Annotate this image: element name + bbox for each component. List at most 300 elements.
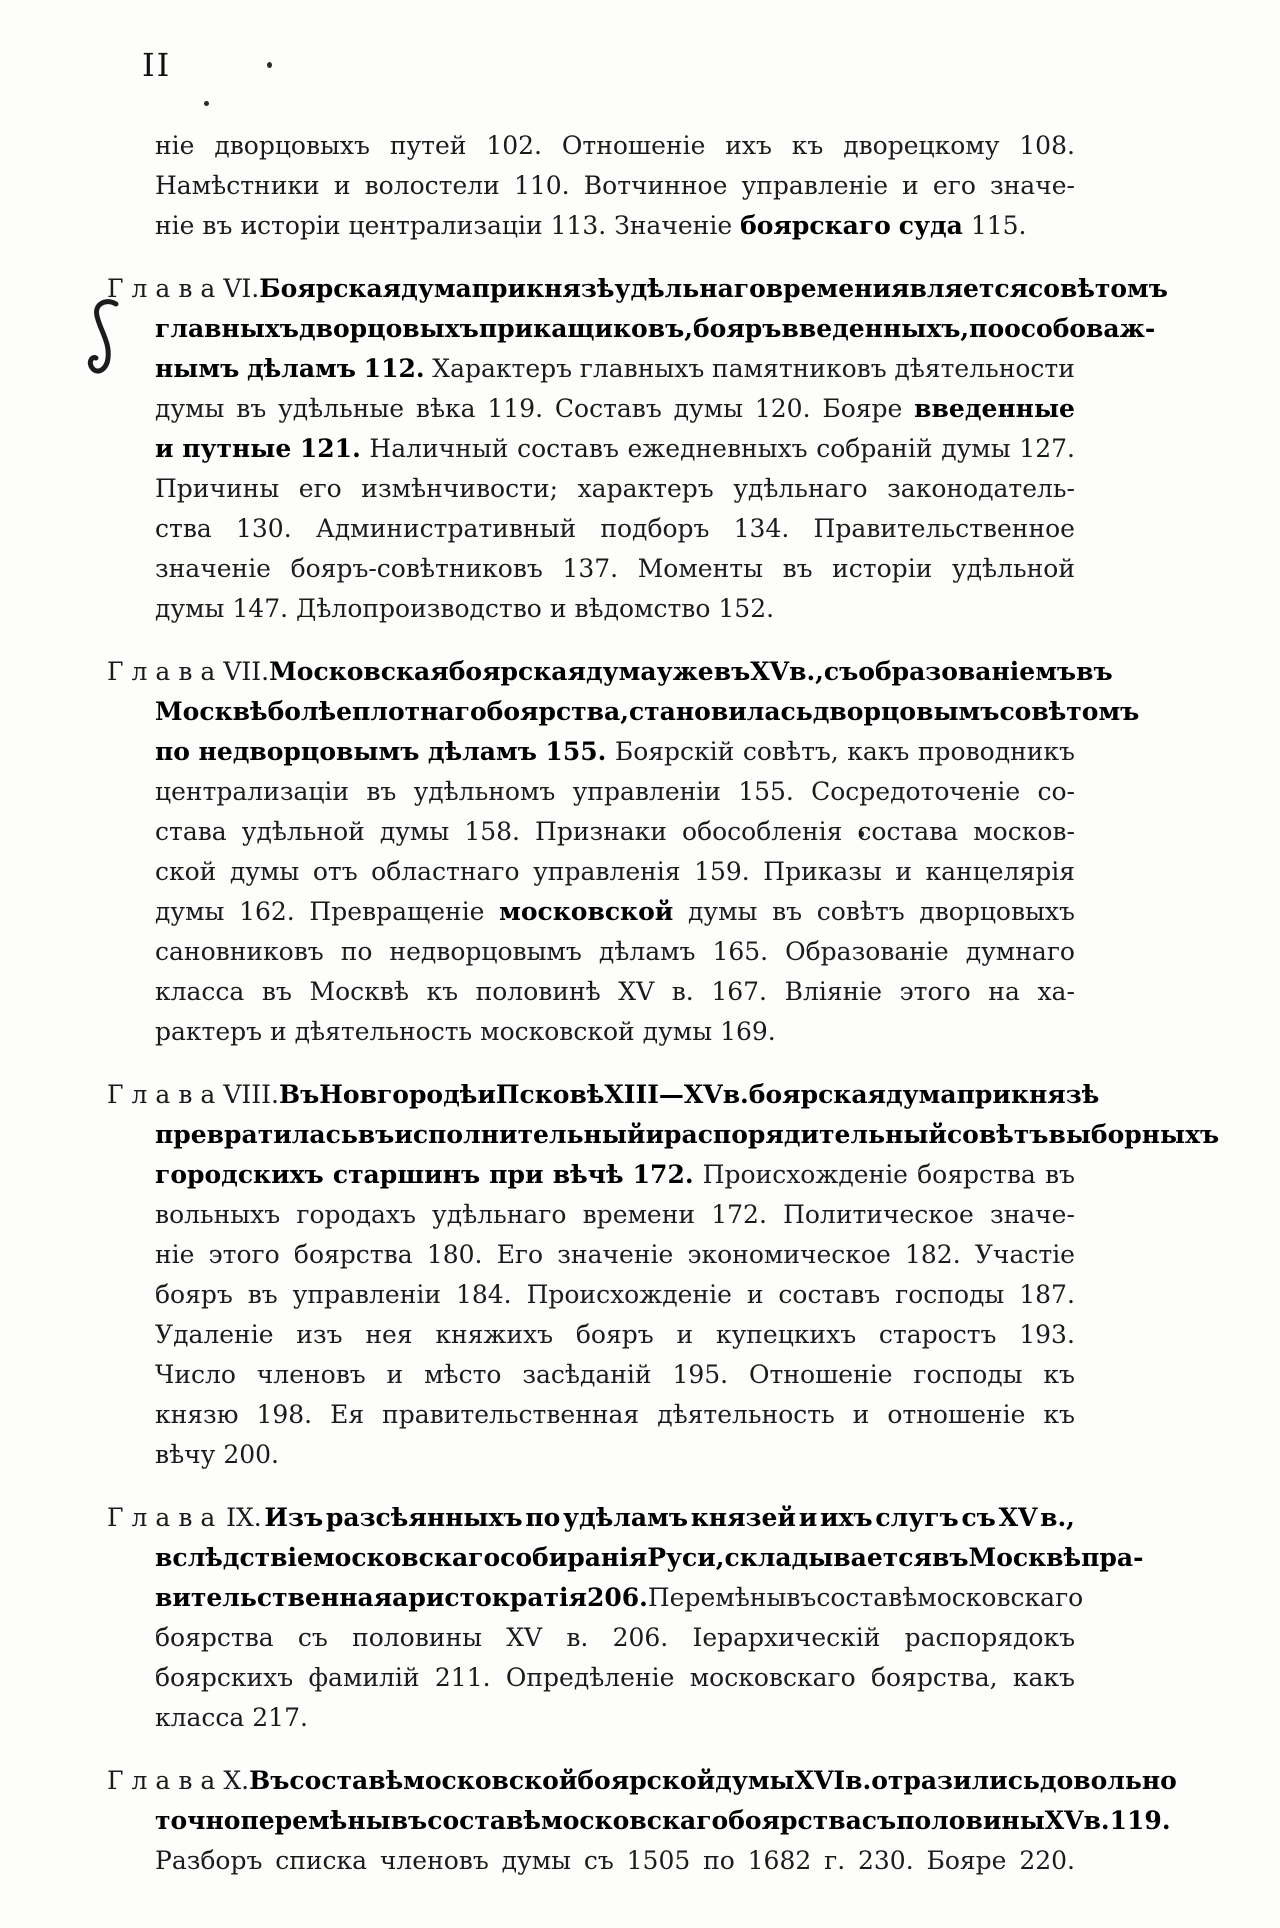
chapter-label: Глава <box>107 657 224 686</box>
toc-word: къ <box>1043 1360 1075 1389</box>
toc-word: князѣ <box>526 274 615 303</box>
toc-word: разсѣянныхъ <box>325 1503 523 1532</box>
toc-word: Руси, <box>647 1543 725 1572</box>
toc-word: совѣтъ <box>946 1120 1049 1149</box>
toc-line <box>155 1115 1220 1155</box>
toc-word: его <box>932 171 976 200</box>
toc-word: старостъ <box>878 1320 997 1349</box>
toc-word: московской <box>499 897 674 926</box>
toc-word: по <box>155 737 190 766</box>
toc-word: дѣятельность <box>294 1017 473 1046</box>
toc-word: ніе <box>155 1240 195 1269</box>
toc-word: 120. <box>754 394 811 423</box>
toc-word: ежедневныхъ <box>627 434 808 463</box>
toc-word: удѣльные <box>278 394 405 423</box>
toc-word: московской <box>403 1766 578 1795</box>
toc-word: въ <box>247 1280 278 1309</box>
toc-word: Дѣлопроизводство <box>296 594 542 623</box>
toc-word: в., <box>1040 1503 1075 1532</box>
toc-word: въ <box>202 211 233 240</box>
toc-word: Превращеніе <box>309 897 485 926</box>
toc-word: перемѣны <box>240 1806 391 1835</box>
toc-line <box>155 1155 1075 1195</box>
toc-word: и <box>798 1503 818 1532</box>
ink-speck <box>204 101 209 106</box>
toc-word: 220. <box>1019 1846 1075 1875</box>
toc-word: времени <box>765 274 892 303</box>
toc-word: XIII—XV <box>604 1080 723 1109</box>
toc-word: 127. <box>1019 434 1075 463</box>
toc-word: дѣламъ <box>246 354 356 383</box>
toc-word: 200. <box>223 1440 280 1469</box>
toc-word: его <box>298 474 342 503</box>
toc-word: и <box>852 1400 870 1429</box>
toc-word: московскаго <box>541 1806 729 1835</box>
toc-word: 167. <box>711 977 768 1006</box>
toc-word: Перемѣны <box>647 1583 787 1612</box>
toc-word: Новгородѣ <box>319 1080 478 1109</box>
toc-line <box>155 1275 1075 1315</box>
toc-word: въ <box>390 1806 428 1835</box>
toc-word: Отношеніе <box>748 1360 893 1389</box>
toc-line <box>155 852 1075 892</box>
toc-word: къ <box>791 131 824 160</box>
toc-word: 115. <box>970 211 1027 240</box>
toc-line <box>155 932 1075 972</box>
toc-word: 130. <box>236 514 292 543</box>
toc-word: въ <box>772 897 803 926</box>
toc-word: превратилась <box>155 1120 358 1149</box>
toc-word: дворецкому <box>843 131 1000 160</box>
toc-word: 110. <box>513 171 570 200</box>
toc-word: точно <box>155 1806 241 1835</box>
toc-word: половины <box>352 1623 483 1652</box>
toc-word: и <box>676 1320 694 1349</box>
chapter-label: Глава <box>107 274 224 303</box>
toc-word: вѣка <box>415 394 476 423</box>
toc-word: подборъ <box>600 514 710 543</box>
toc-word: думы <box>941 434 1011 463</box>
toc-word: Ея <box>330 1400 365 1429</box>
toc-word: членовъ <box>256 1360 366 1389</box>
toc-word: Въ <box>249 1766 290 1795</box>
toc-word: управленіи <box>572 777 721 806</box>
toc-word: думы <box>155 394 225 423</box>
chapter-v-continuation <box>155 126 1075 246</box>
toc-word: и <box>746 1280 764 1309</box>
chapter-ix <box>107 1498 1144 1738</box>
toc-word: Намѣстники <box>155 171 320 200</box>
toc-line <box>107 1761 1177 1801</box>
toc-word: городахъ <box>296 1200 416 1229</box>
toc-word: 206. <box>612 1623 669 1652</box>
toc-line <box>155 1698 1075 1738</box>
toc-word: в. <box>845 1766 872 1795</box>
toc-word: боярскихъ <box>155 1663 294 1692</box>
toc-word: бояръ <box>155 1280 233 1309</box>
toc-word: Правительственное <box>813 514 1075 543</box>
toc-line <box>155 549 1075 589</box>
toc-word: совѣтъ <box>816 897 905 926</box>
toc-word: XV <box>506 1623 543 1652</box>
page-number: II <box>142 46 172 84</box>
toc-word: 206. <box>586 1583 648 1612</box>
toc-word: удѣльномъ <box>413 777 556 806</box>
toc-word: распорядокъ <box>904 1623 1075 1652</box>
toc-word: Административный <box>315 514 577 543</box>
toc-word: въ <box>713 657 751 686</box>
toc-word: дѣламъ <box>427 737 537 766</box>
toc-word: болѣе <box>267 697 353 726</box>
toc-word: дворцовыхъ <box>919 897 1075 926</box>
toc-word: господы <box>895 1280 1005 1309</box>
toc-word: составъ <box>517 434 619 463</box>
toc-word: в. <box>722 1080 749 1109</box>
toc-word: боярства <box>728 1806 862 1835</box>
toc-word: XVI <box>794 1766 846 1795</box>
toc-word: князей <box>690 1503 796 1532</box>
toc-word: исторіи <box>832 554 933 583</box>
toc-word: и <box>333 171 351 200</box>
toc-word: времени <box>582 1200 696 1229</box>
toc-word: 180. <box>426 1240 483 1269</box>
toc-word: дѣламъ <box>598 937 696 966</box>
toc-word: боярства, <box>870 1663 998 1692</box>
toc-word: боярства <box>917 1160 1036 1189</box>
toc-word: московской <box>480 1017 635 1046</box>
toc-word: плотнаго <box>352 697 487 726</box>
toc-word: Отношеніе <box>561 131 706 160</box>
toc-line <box>155 349 1075 389</box>
toc-line <box>155 1235 1075 1275</box>
toc-word: дворцовыхъ <box>214 131 370 160</box>
toc-word: на <box>988 977 1020 1006</box>
toc-word: совѣтъ, <box>742 737 839 766</box>
toc-word: думы <box>687 897 758 926</box>
toc-word: 155. <box>545 737 607 766</box>
toc-word: главныхъ <box>155 314 299 343</box>
toc-word: думы <box>379 817 450 846</box>
toc-word: законодатель- <box>887 474 1075 503</box>
toc-word: Вліяніе <box>784 977 883 1006</box>
toc-word: какъ <box>847 737 910 766</box>
toc-word: при <box>956 1080 1011 1109</box>
toc-word: Іерархическій <box>692 1623 881 1652</box>
toc-word: московскаго <box>689 1663 856 1692</box>
toc-word: дѣятельность <box>657 1400 835 1429</box>
toc-word: 169. <box>720 1017 776 1046</box>
toc-word: господы <box>913 1360 1023 1389</box>
toc-word: къ <box>426 977 459 1006</box>
toc-word: введенныхъ, <box>781 314 970 343</box>
toc-word: особо <box>1004 314 1087 343</box>
toc-word: Характеръ <box>432 354 573 383</box>
toc-word: и <box>386 1360 404 1389</box>
toc-line <box>155 309 1156 349</box>
toc-word: Московская <box>269 657 449 686</box>
toc-word: сановниковъ <box>155 937 324 966</box>
toc-word: Бояре <box>822 394 903 423</box>
toc-word: и <box>549 594 567 623</box>
toc-word: 119. <box>1109 1806 1171 1835</box>
toc-word: съ <box>861 1806 897 1835</box>
toc-word: 165. <box>712 937 769 966</box>
toc-word: Приказы <box>763 857 882 886</box>
toc-word: бояръ <box>575 1320 654 1349</box>
toc-line <box>107 1498 1075 1538</box>
toc-line <box>107 652 1113 692</box>
toc-word: Вотчинное <box>583 171 728 200</box>
toc-word: членовъ <box>379 1846 489 1875</box>
toc-word: 217. <box>252 1703 308 1732</box>
toc-word: въ <box>366 777 397 806</box>
toc-word: и <box>645 1120 665 1149</box>
toc-line <box>155 1841 1075 1881</box>
toc-word: удѣльнаго <box>614 274 766 303</box>
toc-line <box>155 772 1075 812</box>
toc-word: составѣ <box>427 1806 542 1835</box>
toc-word: городскихъ <box>155 1160 324 1189</box>
toc-word: думы <box>501 1846 572 1875</box>
toc-word: составъ <box>778 1280 881 1309</box>
toc-word: съ <box>583 1846 614 1875</box>
toc-word: думы <box>715 1766 795 1795</box>
toc-line <box>155 1315 1075 1355</box>
toc-word: Наличный <box>369 434 509 463</box>
toc-word: бояръ-совѣтниковъ <box>290 554 543 583</box>
toc-word: характеръ <box>577 474 714 503</box>
toc-word: при <box>471 274 527 303</box>
toc-word: суда <box>898 211 963 240</box>
toc-line <box>155 166 1075 206</box>
toc-word: въ <box>786 1583 817 1612</box>
toc-word: этого <box>208 1240 280 1269</box>
toc-word: этого <box>899 977 971 1006</box>
toc-word: ихъ <box>819 1503 873 1532</box>
toc-word: пра- <box>1081 1543 1144 1572</box>
toc-word: 1505 <box>626 1846 691 1875</box>
toc-word: распорядительный <box>664 1120 947 1149</box>
toc-word: значе- <box>990 171 1075 200</box>
toc-word: Разборъ <box>155 1846 263 1875</box>
toc-word: и <box>895 857 912 886</box>
toc-word: 134. <box>733 514 790 543</box>
toc-word: управленія <box>533 857 681 886</box>
toc-word: дворцовымъ <box>812 697 1000 726</box>
toc-line <box>155 1435 1075 1475</box>
toc-word: въ <box>357 1120 395 1149</box>
toc-word: слугъ <box>875 1503 959 1532</box>
toc-line <box>107 269 1168 309</box>
toc-word: 198. <box>256 1400 313 1429</box>
toc-word: 1682 <box>747 1846 812 1875</box>
toc-word: 211. <box>434 1663 491 1692</box>
toc-word: в., <box>789 657 824 686</box>
toc-word: Москвѣ <box>309 977 409 1006</box>
toc-word: думы <box>673 394 744 423</box>
toc-line <box>155 812 1075 852</box>
toc-word: какъ <box>1012 1663 1075 1692</box>
toc-word: Происхожденіе <box>526 1280 732 1309</box>
toc-word: значе- <box>989 1200 1075 1229</box>
toc-word: 159. <box>694 857 750 886</box>
toc-word: Образованіе <box>785 937 949 966</box>
toc-line <box>155 389 1075 429</box>
toc-word: Опредѣленіе <box>505 1663 675 1692</box>
toc-word: удѣльной <box>951 554 1075 583</box>
toc-word: 187. <box>1019 1280 1075 1309</box>
toc-word: вѣчѣ <box>552 1160 624 1189</box>
toc-word: XV <box>618 977 655 1006</box>
toc-word: дворцовыхъ <box>298 314 479 343</box>
toc-word: важ- <box>1086 314 1156 343</box>
toc-word: образованіемъ <box>858 657 1077 686</box>
toc-word: боярскаго <box>740 211 891 240</box>
toc-word: дума <box>585 657 657 686</box>
toc-word: главныхъ <box>579 354 705 383</box>
toc-word: 182. <box>904 1240 961 1269</box>
toc-word: складывается <box>724 1543 932 1572</box>
toc-word: по <box>340 937 373 966</box>
toc-word: 119. <box>487 394 544 423</box>
toc-word: состава <box>857 817 959 846</box>
toc-word: дума <box>886 1080 957 1109</box>
toc-word: 102. <box>486 131 543 160</box>
toc-word: въ <box>1076 657 1113 686</box>
toc-word: и <box>902 171 919 200</box>
toc-line <box>155 1012 1075 1052</box>
toc-word: ніе <box>155 131 195 160</box>
toc-word: по <box>703 1846 735 1875</box>
toc-word: Изъ <box>264 1503 324 1532</box>
toc-word: VI. <box>223 274 260 303</box>
toc-word: удѣльнаго <box>432 1200 567 1229</box>
toc-word: Происхожденіе <box>702 1160 908 1189</box>
toc-word: VIII. <box>223 1080 279 1109</box>
toc-word: 155. <box>738 777 794 806</box>
toc-word: Участіе <box>974 1240 1075 1269</box>
toc-line <box>155 469 1075 509</box>
toc-word: вслѣдствіе <box>155 1543 313 1572</box>
toc-word: централизаціи <box>348 211 543 240</box>
toc-word: управленіе <box>741 171 888 200</box>
handwritten-margin-mark <box>84 296 128 388</box>
toc-word: класса <box>155 1703 245 1732</box>
toc-word: удѣльнаго <box>733 474 868 503</box>
toc-word: къ <box>1043 1400 1075 1429</box>
toc-word: москов- <box>973 817 1075 846</box>
toc-word: собиранія <box>500 1543 648 1572</box>
toc-word: довольно <box>1039 1766 1177 1795</box>
toc-word: мѣсто <box>424 1360 502 1389</box>
toc-word: боярства <box>293 1240 413 1269</box>
toc-word: фамилій <box>308 1663 420 1692</box>
toc-word: Москвѣ <box>155 697 268 726</box>
toc-word: XV <box>750 657 790 686</box>
toc-word: думнаго <box>965 937 1075 966</box>
toc-word: князѣ <box>1010 1080 1100 1109</box>
chapter-viii <box>107 1075 1220 1475</box>
chapter-vi <box>107 269 1168 629</box>
toc-word: в. <box>566 1623 589 1652</box>
toc-word: Причины <box>155 474 280 503</box>
toc-word: Въ <box>278 1080 320 1109</box>
toc-word: введенные <box>914 394 1075 423</box>
toc-word: 113. <box>550 211 607 240</box>
toc-word: правительственная <box>382 1400 640 1429</box>
toc-word: купецкихъ <box>715 1320 857 1349</box>
toc-word: канцелярія <box>925 857 1075 886</box>
toc-word: 158. <box>464 817 520 846</box>
toc-word: половины <box>896 1806 1045 1835</box>
toc-word: нымъ <box>155 354 240 383</box>
toc-word: въ <box>236 394 267 423</box>
toc-word: и <box>155 434 174 463</box>
toc-word: является <box>891 274 1029 303</box>
toc-word: X. <box>223 1766 250 1795</box>
toc-word: ской <box>155 857 217 886</box>
toc-word: съ <box>961 1503 996 1532</box>
toc-word: 195. <box>672 1360 729 1389</box>
toc-word: въ <box>261 977 292 1006</box>
toc-word: 193. <box>1019 1320 1075 1349</box>
toc-word: уже <box>656 657 714 686</box>
toc-word: 152. <box>718 594 775 623</box>
toc-word: боярская <box>748 1080 887 1109</box>
toc-word: и <box>270 1017 287 1046</box>
toc-word: памятниковъ <box>712 354 887 383</box>
toc-word: въ <box>782 554 813 583</box>
toc-word: засѣданій <box>522 1360 652 1389</box>
toc-word: ихъ <box>725 131 772 160</box>
toc-word: въ <box>1044 1160 1075 1189</box>
toc-word: и <box>477 1080 496 1109</box>
chapter-x <box>107 1761 1177 1881</box>
toc-word: Бояре <box>926 1846 1007 1875</box>
toc-word: старшинъ <box>332 1160 481 1189</box>
toc-word: князю <box>155 1400 239 1429</box>
toc-word: Псковѣ <box>495 1080 605 1109</box>
toc-word: 230. <box>857 1846 914 1875</box>
toc-word: составѣ <box>289 1766 404 1795</box>
toc-line <box>155 1801 1171 1841</box>
toc-word: аристократія <box>392 1583 587 1612</box>
toc-line <box>155 732 1075 772</box>
toc-word: исполнительный <box>394 1120 646 1149</box>
toc-word: Число <box>155 1360 236 1389</box>
toc-word: путей <box>389 131 467 160</box>
toc-line <box>155 1355 1075 1395</box>
toc-line <box>155 429 1075 469</box>
toc-word: при <box>489 1160 544 1189</box>
ink-speck <box>267 62 272 68</box>
toc-line <box>155 1538 1144 1578</box>
toc-word: Боярскій <box>614 737 735 766</box>
toc-word: по <box>969 314 1005 343</box>
toc-word: съ <box>297 1623 328 1652</box>
toc-word: совѣтомъ <box>999 697 1140 726</box>
toc-word: недворцовымъ <box>198 737 420 766</box>
toc-word: управленіи <box>292 1280 442 1309</box>
toc-word: Москвѣ <box>968 1543 1082 1572</box>
toc-line <box>155 1395 1075 1435</box>
toc-word: Удаленіе <box>155 1320 274 1349</box>
toc-line <box>155 972 1075 1012</box>
toc-word: собраній <box>816 434 933 463</box>
toc-word: Составъ <box>554 394 662 423</box>
toc-word: XV <box>998 1503 1038 1532</box>
toc-word: путные <box>182 434 292 463</box>
